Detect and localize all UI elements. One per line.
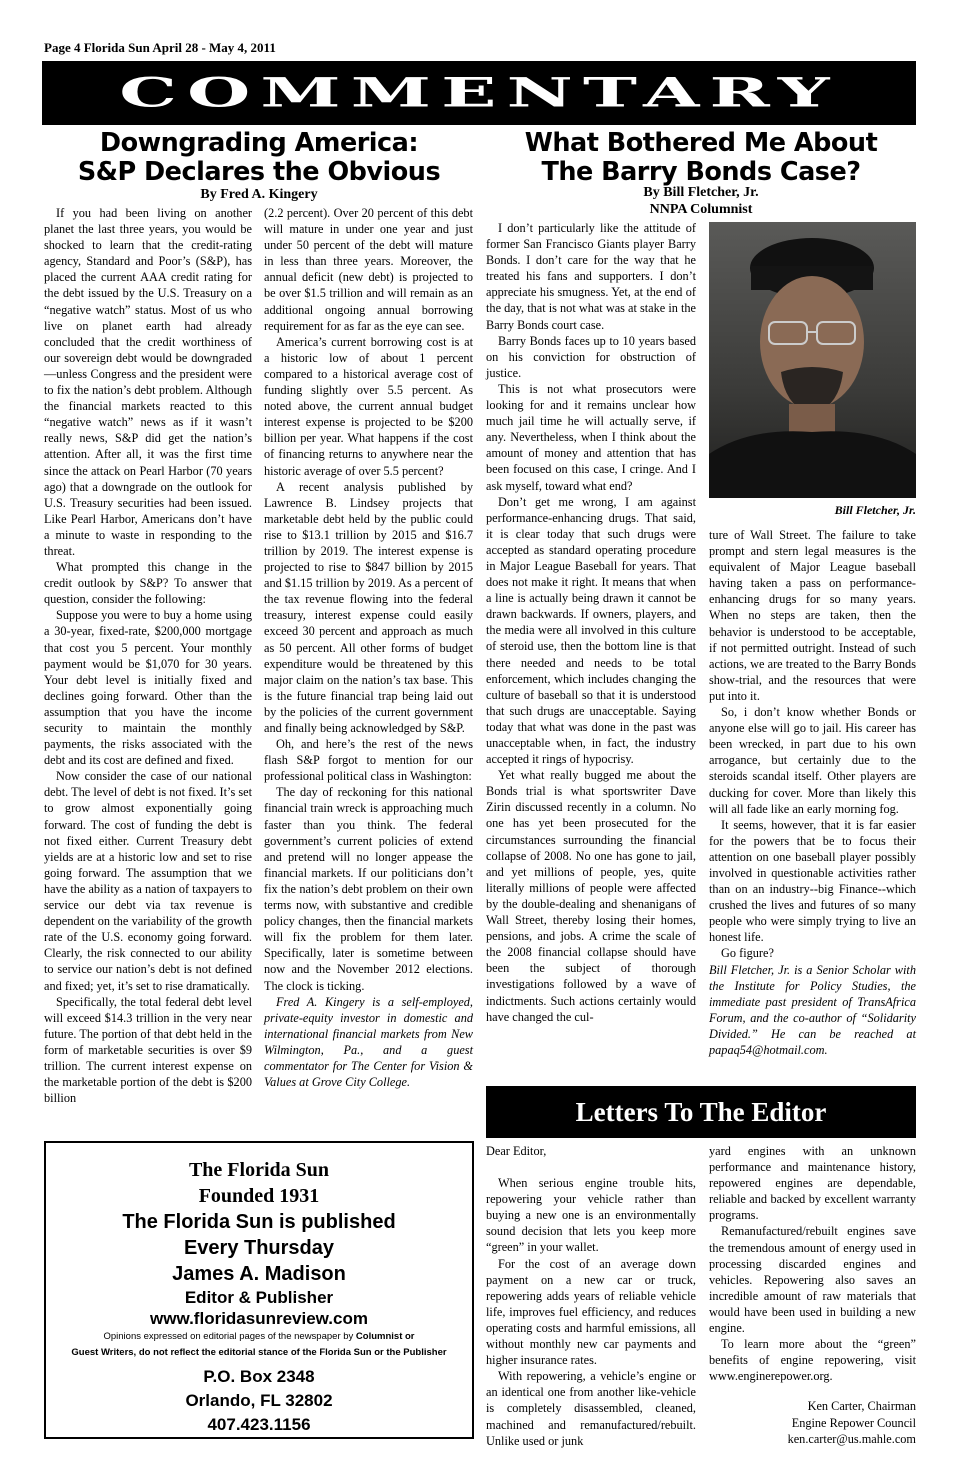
masthead-founded: Founded 1931 — [198, 1185, 320, 1207]
disclaimer-text-b: Columnist or — [355, 1331, 415, 1342]
author-portrait-illustration — [709, 222, 916, 498]
masthead-editor-name: James A. Madison — [172, 1263, 346, 1285]
article1-headline-line2: S&P Declares the Obvious — [77, 157, 441, 187]
article2-byline — [486, 184, 916, 218]
article2-c2-p3: It seems, however, that it is far easier for the powers that be to focus their attention on one baseball player possibly involved in questionable activities rather than on an industry--big Finance--which crushed the lives and futures of so many people who were simply trying to live an honest life. — [709, 817, 916, 945]
article2-column-2 — [709, 527, 916, 1058]
masthead-disclaimer-line1 — [46, 1329, 472, 1345]
commentary-banner — [42, 61, 916, 125]
article1-c1-p1: If you had been living on another planet the last three years, you would be shocked to learn that the credit-rating agency, Standard and Poor’s (S&P), has placed the current AAA credit rating for the debt issued by the U.S. Treasury on a “negative watch” status. Most of us who live on planet earth had already concluded that the credit worthiness of our sovereign debt would be downgraded—unless Congress and the president were to fix the nation’s debt problem. Although the financial markets reacted to this “negative watch” news as if it wasn’t really news, S&P did get the nation’s attention. After all, it was the first time since the attack on Pearl Harbor (70 years ago) that a downgrade on the outlook for U.S. Treasury securities had been issued. Like Pearl Harbor, Americans don’t have a minute to waste in responding to the threat. — [44, 206, 252, 558]
letter-salutation: Dear Editor, — [486, 1144, 547, 1158]
article2-c1-p1: I don’t particularly like the attitude of former San Francisco Giants player Barry Bonds. I don’t care for the way that he treated his fans and supporters. I don’t appreciate his smugness. Yet, at the end of the day, that is not what was at stake in the Barry Bonds court case. — [486, 221, 696, 332]
article2-headline-line1: What Bothered Me About — [524, 128, 878, 158]
article1-column-2 — [264, 205, 473, 1090]
letter-c2-p1: yard engines with an unknown performance and maintenance history, repowered engines are dependable, reliable and backed by excellent warranty programs. — [709, 1144, 916, 1223]
article1-column-1 — [44, 205, 252, 1106]
letter-c1-p3: With repowering, a vehicle’s engine or an identical one from another like-vehicle is completely disassembled, cleaned, machined and remanufactured/rebuilt. Unlike used or junk — [486, 1369, 696, 1448]
article1-byline: By Fred A. Kingery — [200, 187, 318, 202]
author-photo — [709, 222, 916, 498]
article1-c2-p1: (2.2 percent). Over 20 percent of this debt will mature in under one year and just under 50 percent of the debt will mature in less than three years. Moreover, the annual deficit (new debt) is projected to be over $1.5 trillion and will remain as an additional ongoing annual borrowing requirement for as far as the eye can see. — [264, 206, 473, 333]
masthead-editor-title: Editor & Publisher — [184, 1288, 334, 1307]
article2-byline-author: By Bill Fletcher, Jr. — [643, 185, 759, 200]
masthead-disclaimer-line2: Guest Writers, do not reflect the editorial stance of the Florida Sun or the Publisher — [71, 1347, 447, 1358]
article1-c2-p5: The day of reckoning for this national financial train wreck is approaching much faster than you think. The federal government’s current policies of extend and pretend will no longer appease the financial markets. If our politicians don’t fix the nation’s debt problem on their own terms now, with substantive and credible policy changes, then the financial markets will fix the problem for them later. Specifically, later is sometime between now and the November 2012 elections. The clock is ticking. — [264, 785, 473, 993]
masthead-box — [44, 1141, 474, 1439]
commentary-banner-text: COMMENTARY — [118, 69, 840, 117]
disclaimer-text-a: Opinions expressed on editorial pages of the newspaper by — [103, 1331, 356, 1342]
article1-c2-p4: Oh, and here’s the rest of the news flash S&P forgot to mention for our professional political class in Washington: — [264, 737, 473, 784]
signature-email: ken.carter@us.mahle.com — [787, 1431, 916, 1446]
signature-org: Engine Repower Council — [791, 1415, 916, 1430]
letters-column-1 — [486, 1143, 696, 1449]
masthead-paper-name: The Florida Sun — [188, 1159, 330, 1181]
author-photo-caption: Bill Fletcher, Jr. — [834, 503, 916, 517]
masthead-frequency: Every Thursday — [183, 1237, 335, 1259]
signature-name: Ken Carter, Chairman — [807, 1399, 916, 1414]
article2-c2-p2: So, i don’t know whether Bonds or anyone else will go to jail. His career has been wrecked, in part due to his own arrogance, but certainly due to the steroids scandal itself. Other players are ducking for cover. More than likely this will all fade like an early morning fog. — [709, 705, 916, 816]
letter-c2-p2: Remanufactured/rebuilt engines save the tremendous amount of energy used in processing discarded engines and vehicles. Repowering also saves an incredible amount of raw materials that would have been used in building a new engine. — [709, 1224, 916, 1336]
article1-c1-p5: Specifically, the total federal debt level will exceed $14.3 trillion in the very near future. The portion of that debt held in the form of marketable securities is over $9 trillion. The current interest expense on the marketable portion of the debt is $200 billion — [44, 994, 252, 1106]
letter-c1-p2: For the cost of an average down payment on a new car or truck, repowering adds years of reliable vehicle life, improves fuel efficiency, and reduces operating costs and harmful emissions, all without monthly new car payments and higher insurance rates. — [486, 1256, 696, 1368]
article1-c1-p3: Suppose you were to buy a home using a 30-year, fixed-rate, $200,000 mortgage that cost you 5 percent. Your monthly payment would be $1,070 for 30 years. Your debt level is initially fixed and declines going forward. Other than the assumption that you have the income security to maintain the monthly payments, the risks associated with the debt and its cost are defined and fixed. — [44, 608, 252, 768]
article2-c1-p4: Don’t get me wrong, I am against performance-enhancing drugs. That said, it is clear today that such drugs were accepted as standard operating procedure in Major League Baseball for years. That does not make it right. It means that when a line is actually being drawn it cannot be drawn backwards. If owners, players, and the media were all involved in this culture of steroid use, then the bottom line is that there needed and needs to be total enforcement, which includes changing the culture of baseball so that it is understood that such drugs are unacceptable. Saying today that what was done in the past was unacceptable when, in fact, the industry accepted it rings of hypocrisy. — [486, 494, 696, 767]
letter-signature — [709, 1398, 916, 1446]
letters-column-2 — [709, 1143, 916, 1447]
article1-headline — [44, 129, 474, 187]
article2-c1-p3: This is not what prosecutors were looking for and it remains unclear how much jail time he will actually serve, if any. Nevertheless, when I think about the amount of money and attention that has been focused on this case, I cringe. And I ask myself, toward what end? — [486, 381, 696, 493]
article2-c2-p4: Go figure? — [721, 946, 774, 961]
article1-author-bio: Fred A. Kingery is a self-employed, private-equity investor in domestic and international financial markets from New Wilmington, Pa., and a guest commentator for The Center for Vision & Values at Grove City College. — [264, 994, 473, 1090]
article1-c1-p4: Now consider the case of our national debt. The level of debt is not fixed. It’s set to grow almost exponentially going forward. The cost of funding the debt is not fixed either. Current Treasury debt yields are at a historic low and set to rise going forward. The assumption that we have the ability as a nation of taxpayers to service our debt via tax revenue is dependent on the variability of the growth rate of the U.S. economy going forward. Clearly, the risk connected to our ability to service our nation’s debt is not defined and fixed; yet, it’s set to rise dramatically. — [44, 769, 252, 993]
article1-headline-line1: Downgrading America: — [99, 128, 419, 158]
article2-headline-line2: The Barry Bonds Case? — [541, 157, 861, 187]
article2-column-1 — [486, 220, 696, 1025]
article1-c2-p3: A recent analysis published by Lawrence B. Lindsey projects that marketable debt held by the public could rise to $13.1 trillion by 2015 and $16.7 trillion by 2019. The interest expense is projected to rise to $847 billion by 2015 and $1.15 trillion by 2019. As a percent of the tax revenue flowing into the federal treasury, interest expense could easily exceed 30 percent and approach as much as 50 percent. All other forms of budget expenditure would be threatened by this major claim on the nation’s tax base. This is the future financial trap being laid out by the policies of the current government and finally being acknowledged by S&P. — [264, 479, 473, 735]
masthead-phone: 407.423.1156 — [207, 1415, 311, 1434]
article2-c2-p1: ture of Wall Street. The failure to take prompt and stern legal measures is the equivalent of Major League baseball having taken a pass on performance-enhancing drugs for so many years. When no steps are taken, then the behavior is understood to be acceptable, if not permitted outright. Instead of such actions, we are treated to the Barry Bonds show-trial, and the resources that were put into it. — [709, 528, 916, 703]
article2-byline-title: NNPA Columnist — [649, 202, 753, 217]
masthead-pobox: P.O. Box 2348 — [203, 1367, 315, 1386]
article2-author-bio: Bill Fletcher, Jr. is a Senior Scholar with the Institute for Policy Studies, the immediate past president of TransAfrica Forum, and the co-author of “Solidarity Divided.” He can be reached at papaq54@hotmail.com. — [709, 962, 916, 1057]
masthead-city: Orlando, FL 32802 — [185, 1391, 333, 1410]
letter-c1-p1: When serious engine trouble hits, repowering your vehicle rather than buying a new one is an environmentally sound decision that lets you keep more “green” in your wallet. — [486, 1176, 696, 1255]
masthead-website-link[interactable]: www.floridasunreview.com — [150, 1309, 368, 1328]
letter-c2-p3: To learn more about the “green” benefits of engine repowering, visit www.enginerepower.org. — [709, 1337, 916, 1384]
article1-c1-p2: What prompted this change in the credit outlook by S&P? To answer that question, consider the following: — [44, 560, 252, 607]
letters-banner: Letters To The Editor — [486, 1086, 916, 1138]
masthead-published: The Florida Sun is published — [122, 1211, 396, 1233]
article2-c1-p2: Barry Bonds faces up to 10 years based on his conviction for obstruction of justice. — [486, 333, 696, 380]
article2-headline — [486, 129, 916, 187]
page-folio: Page 4 Florida Sun April 28 - May 4, 2011 — [44, 40, 276, 55]
article1-c2-p2: America’s current borrowing cost is at a historic low of about 1 percent compared to a historical average cost of funding slightly over 5.5 percent. As noted above, the current annual budget interest expense is projected to be $200 billion per year. What happens if the cost of financing returns to anywhere near the historic average of over 5.5 percent? — [264, 334, 473, 478]
article2-c1-p5: Yet what really bugged me about the Bonds trial is what sportswriter Dave Zirin discussed recently in a column. No one has yet been prosecuted for the circumstances surrounding the financial collapse of 2008. No one has gone to jail, and yet millions of people, yes, quite literally millions of people were affected by the double-dealing and shenanigans of Wall Street, thereby losing their homes, pensions, and jobs. A crime the scale of the 2008 financial collapse should have been the subject of thorough investigations followed by a wave of indictments. Such actions certainly would have changed the cul- — [486, 768, 696, 1024]
